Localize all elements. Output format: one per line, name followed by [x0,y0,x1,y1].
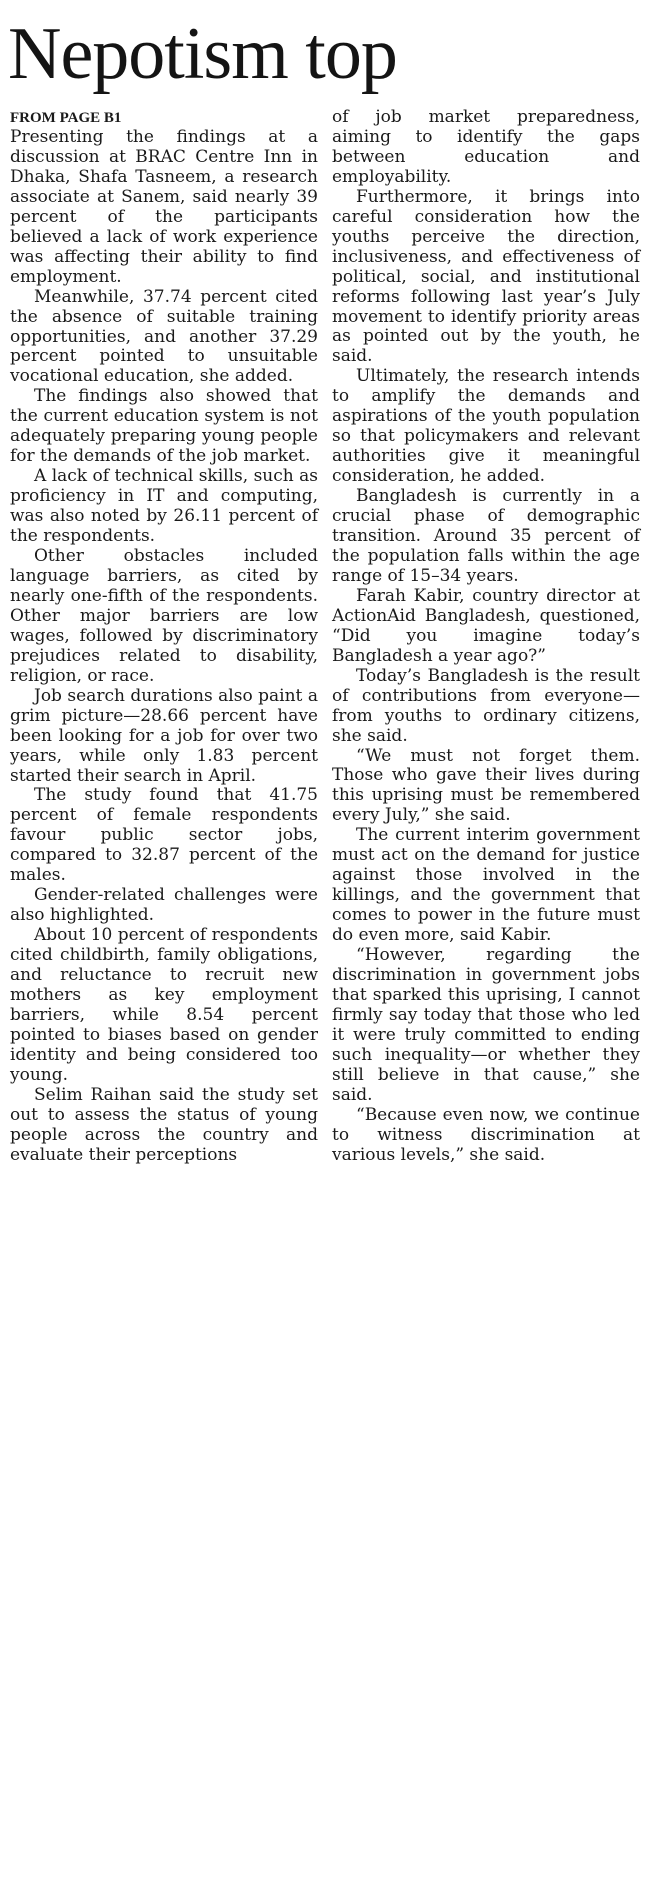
article-paragraph: Presenting the findings at a discussion at BRAC Centre Inn in Dhaka, Shafa Tasneem, a research associate at Sanem, said nearly 39 percent of the participants believed a lack of work experience was affecting their ability to find employment. [10,127,318,287]
article-paragraph: The study found that 41.75 percent of female respondents favour public sector jobs, compared to 32.87 percent of the males. [10,785,318,886]
article-paragraph: Job search durations also paint a grim picture—28.66 percent have been looking for a job for over two years, while only 1.83 percent started their search in April. [10,685,318,786]
article-paragraph: Farah Kabir, country director at ActionAid Bangladesh, questioned, “Did you imagine today’s Bangladesh a year ago?” [332,585,640,666]
article-paragraph: “Because even now, we continue to witness discrimination at various levels,” she said. [332,1104,640,1165]
article-column-right [332,108,640,1166]
article-paragraph: A lack of technical skills, such as proficiency in IT and computing, was also noted by 26.11 percent of the respondents. [10,466,318,547]
article-paragraph: Meanwhile, 37.74 percent cited the absence of suitable training opportunities, and another 37.29 percent pointed to unsuitable vocational education, she added. [10,286,318,387]
article-paragraph: Selim Raihan said the study set out to assess the status of young people across the country and evaluate their perceptions [10,1084,318,1165]
article-paragraph-continued: of job market preparedness, aiming to identify the gaps between education and employability. [332,107,640,187]
dateline: FROM PAGE B1 [10,110,122,126]
article-body [10,108,640,1166]
article-column-left [10,108,318,1166]
article-paragraph: About 10 percent of respondents cited childbirth, family obligations, and reluctance to recruit new mothers as key employment barriers, while 8.54 percent pointed to biases based on gender identity and being considered too young. [10,925,318,1085]
article-paragraph: “However, regarding the discrimination in government jobs that sparked this uprising, I cannot firmly say today that those who led it were truly committed to ending such inequality—or whether they still believe in that cause,” she said. [332,945,640,1105]
article-paragraph: Gender-related challenges were also highlighted. [10,885,318,926]
article-paragraph: Furthermore, it brings into careful consideration how the youths perceive the direction, inclusiveness, and effectiveness of political, social, and institutional reforms following last year’s July movement to identify priority areas as pointed out by the youth, he said. [332,186,640,367]
article-paragraph: The findings also showed that the current education system is not adequately preparing young people for the demands of the job market. [10,386,318,467]
article-paragraph: Today’s Bangladesh is the result of contributions from everyone—from youths to ordinary citizens, she said. [332,665,640,746]
article-paragraph: Ultimately, the research intends to amplify the demands and aspirations of the youth population so that policymakers and relevant authorities give it meaningful consideration, he added. [332,366,640,487]
article-paragraph: The current interim government must act on the demand for justice against those involved in the killings, and the government that comes to power in the future must do even more, said Kabir. [332,825,640,946]
article-paragraph: Bangladesh is currently in a crucial phase of demographic transition. Around 35 percent of the population falls within the age range of 15–34 years. [332,486,640,586]
article-headline: Nepotism top [8,13,397,95]
article-paragraph: Other obstacles included language barriers, as cited by nearly one-fifth of the respondents. Other major barriers are low wages, followed by discriminatory prejudices related to disability, religion, or race. [10,546,318,686]
article-paragraph: “We must not forget them. Those who gave their lives during this uprising must be remembered every July,” she said. [332,745,640,826]
